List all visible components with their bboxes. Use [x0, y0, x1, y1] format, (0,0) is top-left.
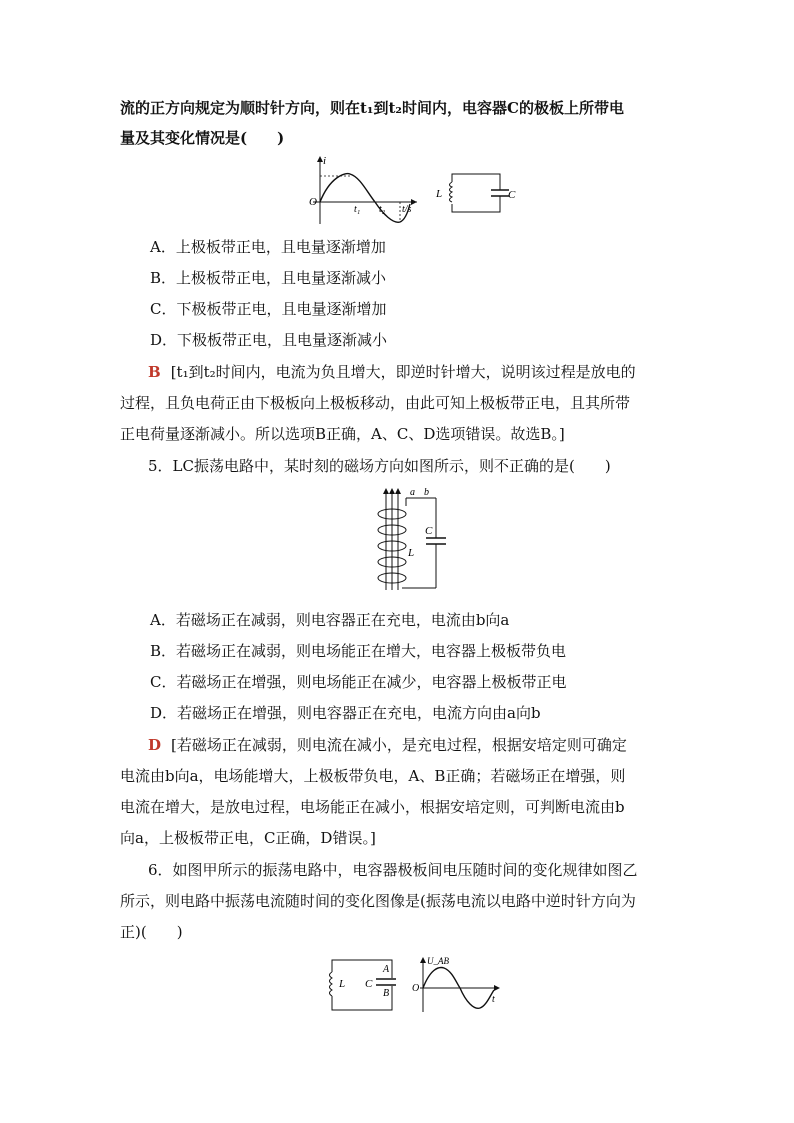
q4-option-a: A．上极板带正电，且电量逐渐增加 [150, 238, 386, 256]
q5-capacitor-label: C [425, 525, 433, 537]
q4-inductor-label: L [436, 188, 443, 200]
q5-option-d: D．若磁场正在增强，则电容器正在充电，电流方向由a向b [150, 704, 541, 722]
q5-figure [372, 484, 462, 592]
q4-explanation-line3: 正电荷量逐渐减小。所以选项B正确，A、C、D选项错误。故选B。] [120, 425, 565, 443]
q5-stem: 5．LC振荡电路中，某时刻的磁场方向如图所示，则不正确的是( ) [148, 457, 611, 475]
q6-origin: O [412, 983, 420, 994]
q5-point-a: a [410, 487, 415, 498]
q4-option-c: C．下极板带正电，且电量逐渐增加 [150, 300, 387, 318]
q4-capacitor-label: C [508, 189, 516, 201]
q4-stem-line2: 量及其变化情况是( ) [120, 129, 285, 147]
q4-axis-i: i [323, 155, 327, 167]
q4-figure [305, 152, 535, 230]
q5-point-b: b [424, 487, 429, 498]
q4-t1: t₁ [354, 204, 361, 215]
q4-answer: B [148, 363, 161, 381]
q6-plate-a: A [383, 964, 390, 975]
q5-option-c: C．若磁场正在增强，则电场能正在减少，电容器上极板带正电 [150, 673, 567, 691]
q5-explanation-line4: 向a，上极板带正电，C正确，D错误。] [120, 829, 376, 847]
q5-inductor-label: L [408, 547, 415, 559]
q6-figure [320, 950, 505, 1018]
q4-explanation-line1: B [t₁到t₂时间内，电流为负且增大，即逆时针增大，说明该过程是放电的 [148, 363, 636, 381]
q6-axis-u: U_AB [427, 956, 449, 966]
q4-option-d: D．下极板带正电，且电量逐渐减小 [150, 331, 388, 349]
q4-origin: O [309, 196, 317, 208]
q4-axis-t: t/s [402, 204, 412, 215]
q4-current-curve [320, 174, 410, 223]
q6-plate-b: B [383, 988, 390, 999]
q4-explanation-line2: 过程，且负电荷正由下极板向上极板移动，由此可知上极板带正电，且其所带 [120, 394, 631, 412]
q6-axis-t: t [492, 994, 495, 1005]
q5-answer: D [148, 736, 162, 754]
q5-explanation-line3: 电流在增大，是放电过程，电场能正在减小，根据安培定则，可判断电流由b [120, 798, 625, 816]
q6-stem-line3: 正)( ) [120, 923, 183, 941]
q5-option-a: A．若磁场正在减弱，则电容器正在充电，电流由b向a [150, 611, 510, 629]
q4-option-b: B．上极板带正电，且电量逐渐减小 [150, 269, 387, 287]
q5-explanation-line1: D [若磁场正在减弱，则电流在减小，是充电过程，根据安培定则可确定 [148, 736, 627, 754]
q6-stem-line2: 所示，则电路中振荡电流随时间的变化图像是(振荡电流以电路中逆时针方向为 [120, 892, 636, 910]
q6-inductor-label: L [339, 978, 346, 990]
q6-capacitor-label: C [365, 978, 373, 990]
q6-stem-line1: 6．如图甲所示的振荡电路中，电容器极板间电压随时间的变化规律如图乙 [148, 861, 638, 879]
q5-explanation-line2: 电流由b向a，电场能增大，上极板带负电，A、B正确；若磁场正在增强，则 [120, 767, 626, 785]
q5-option-b: B．若磁场正在减弱，则电场能正在增大，电容器上极板带负电 [150, 642, 567, 660]
q4-t2: t₂ [379, 204, 386, 215]
q4-stem-line1: 流的正方向规定为顺时针方向，则在t₁到t₂时间内，电容器C的极板上所带电 [120, 99, 624, 117]
